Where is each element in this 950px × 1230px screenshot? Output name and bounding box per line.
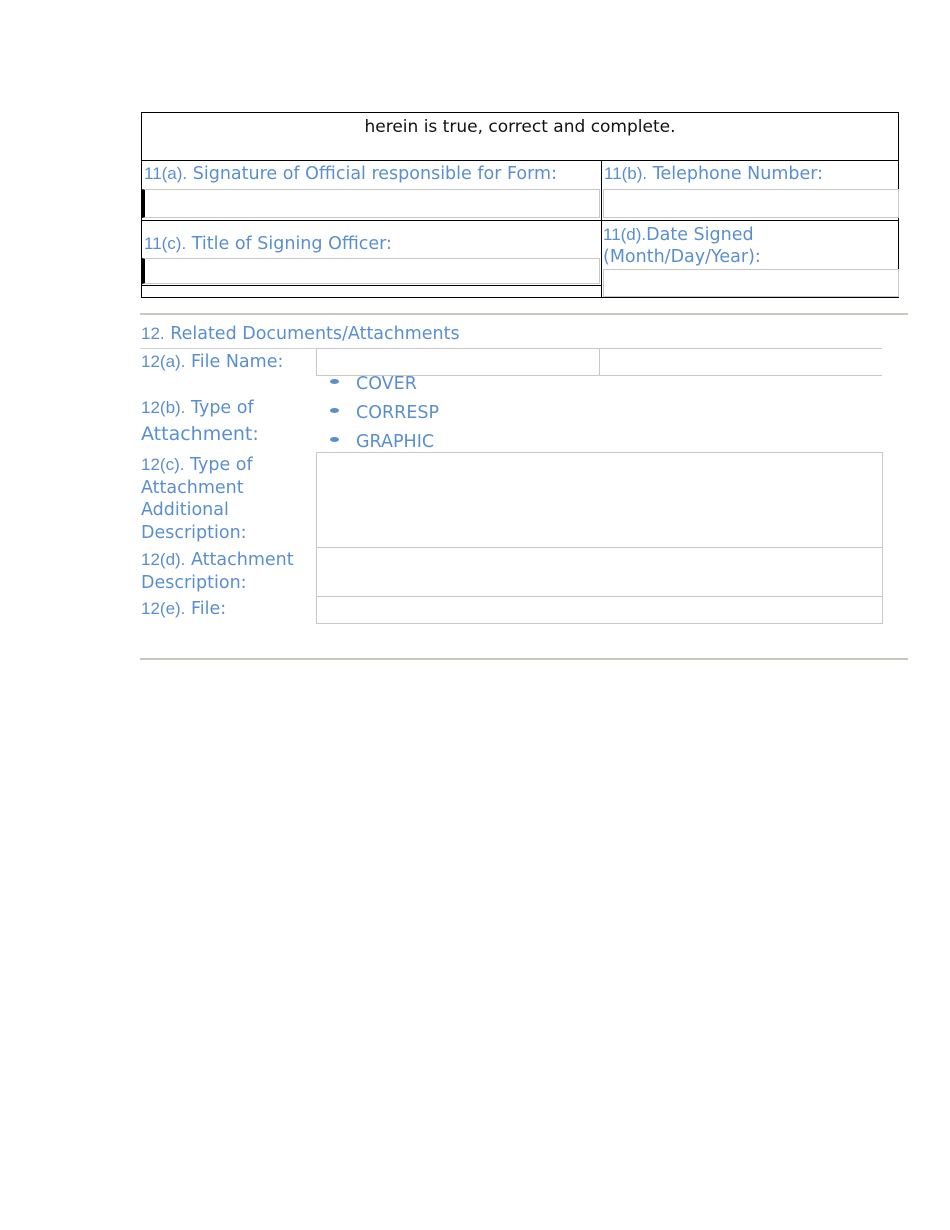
file-label: 12(e). File: [141, 599, 227, 619]
signing-officer-title-label: 11(c). Title of Signing Officer: [144, 234, 392, 254]
additional-description-textarea[interactable] [316, 452, 883, 548]
attachment-type-option[interactable]: CORRESP [330, 403, 439, 423]
divider [142, 220, 898, 221]
type-of-attachment-label: 12(b). Type of Attachment: [141, 398, 259, 445]
file-name-extra-field[interactable] [599, 348, 882, 376]
attachment-description-field[interactable] [316, 547, 883, 597]
additional-description-label: 12(c). Type of Attachment Additional Description: [141, 455, 253, 543]
attachment-description-label: 12(d). Attachment Description: [141, 550, 294, 593]
signature-section [141, 112, 899, 298]
signature-field[interactable] [142, 189, 600, 218]
section-divider [140, 658, 908, 660]
attachment-type-option[interactable]: GRAPHIC [330, 432, 434, 452]
date-signed-field[interactable] [603, 269, 899, 297]
related-documents-heading: 12. Related Documents/Attachments [141, 324, 460, 344]
attachment-type-list [320, 372, 620, 453]
file-name-label: 12(a). File Name: [141, 352, 284, 372]
attachment-type-option[interactable]: COVER [330, 374, 417, 394]
telephone-field[interactable] [603, 189, 899, 218]
certification-text: herein is true, correct and complete. [364, 117, 676, 137]
bullet-icon [330, 408, 339, 413]
signature-label: 11(a). Signature of Official responsible for Form: [144, 164, 557, 184]
date-signed-label: 11(d).Date Signed (Month/Day/Year): [603, 225, 761, 267]
file-upload-field[interactable] [316, 596, 883, 624]
bullet-icon [330, 379, 339, 384]
divider [142, 285, 601, 286]
bullet-icon [330, 437, 339, 442]
divider [601, 160, 602, 297]
divider [142, 160, 898, 161]
signing-officer-title-field[interactable] [142, 258, 600, 284]
telephone-label: 11(b). Telephone Number: [604, 164, 824, 184]
section-divider [140, 313, 908, 315]
